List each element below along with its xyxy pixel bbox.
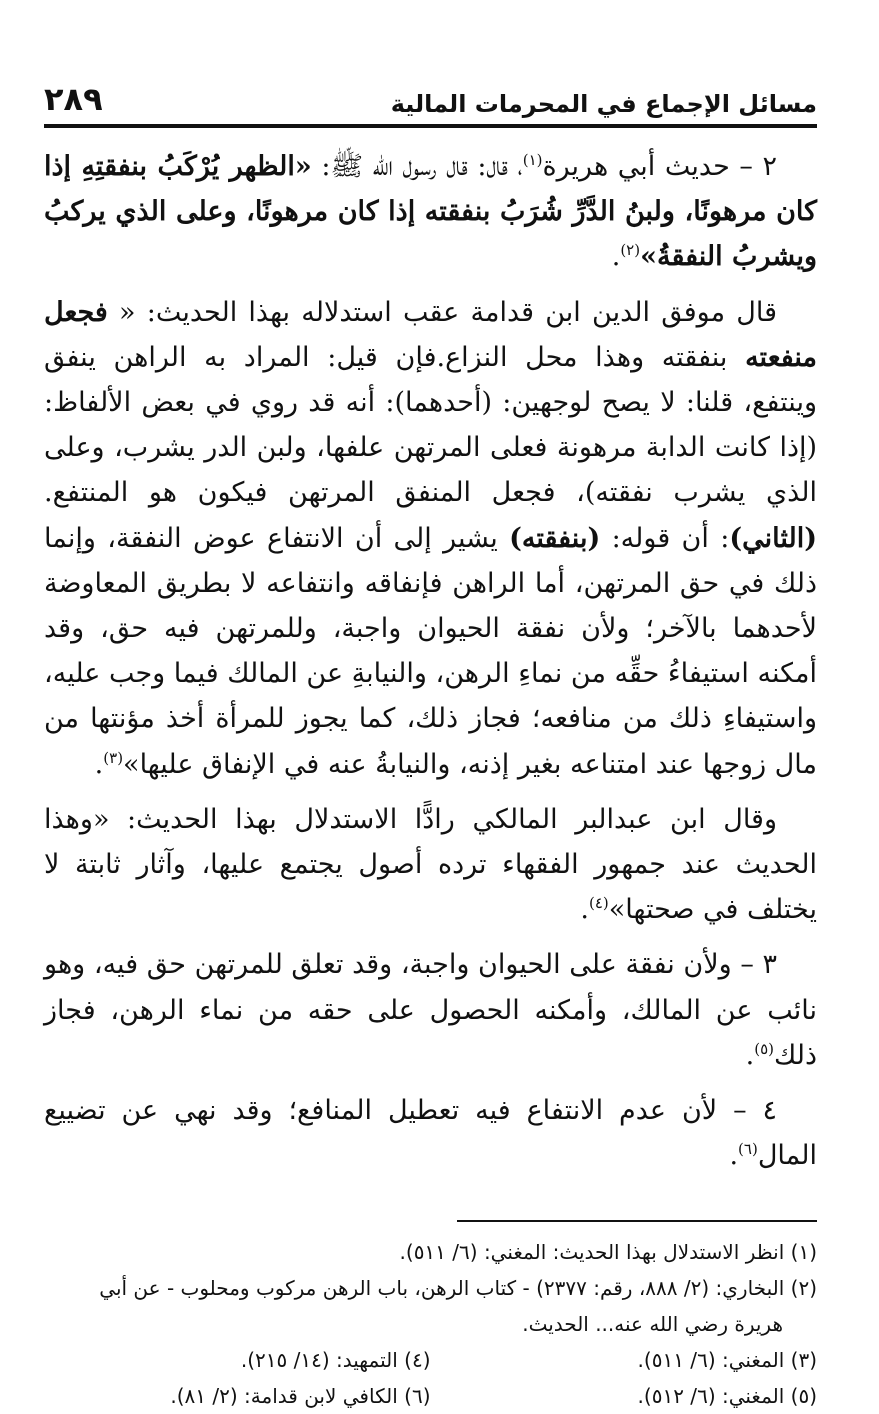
footnote-rule (457, 1220, 817, 1222)
footnote-1: (١) انظر الاستدلال بهذا الحديث: المغني: (٦/ ٥١١). (399, 1240, 817, 1265)
paragraph-point-3: ٣ – ولأن نفقة على الحيوان واجبة، وقد تعلق للمرتهن حق فيه، وهو نائب عن المالك، وأمكنه الحصول على حقه من نماء الرهن، فجاز ذلك$^{(٥)}$. (44, 949, 817, 1071)
footnotes (44, 1234, 817, 1414)
page-number: ٢٨٩ (44, 80, 103, 118)
footnote-3: (٣) المغني: (٦/ ٥١١). (637, 1348, 817, 1373)
footnote-ref-3[interactable]: (٣) (103, 748, 124, 767)
footnote-ref-2[interactable]: (٢) (620, 241, 641, 260)
footnote-row-5-6 (44, 1378, 817, 1414)
footnote-ref-4[interactable]: (٤) (588, 894, 609, 913)
footnote-6: (٦) الكافي لابن قدامة: (٢/ ٨١). (170, 1384, 431, 1409)
footnote-4: (٤) التمهيد: (١٤/ ٢١٥). (240, 1348, 431, 1373)
header-rule (44, 124, 817, 128)
footnote-5: (٥) المغني: (٦/ ٥١٢). (637, 1384, 817, 1409)
footnote-ref-1[interactable]: (١) (522, 151, 543, 169)
footnote-row-3-4 (44, 1342, 817, 1378)
page-header (44, 58, 817, 118)
footnote-ref-5[interactable]: (٥) (754, 1039, 774, 1058)
paragraph-ibn-abdulbarr: وقال ابن عبدالبر المالكي رادًّا الاستدلال بهذا الحديث: «وهذا الحديث عند جمهور الفقهاء ترده أصول يجتمع عليها، وآثار ثابتة لا يختلف في صحتها»$^{(٤)}$. (44, 803, 817, 926)
hadith-text: «الظهر يُرْكَبُ بنفقتِهِ إذا كان مرهونًا، ولبنُ الدَّرِّ شُرَبُ بنفقته إذا كان مرهونًا، وعلى الذي يركبُ ويشربُ النفقةُ» (44, 151, 817, 273)
paragraph-ibn-qudama: قال موفق الدين ابن قدامة عقب استدلاله بهذا الحديث: « فجعل منفعته بنفقته وهذا محل النزاع.فإن قيل: المراد به الراهن ينفق وينتفع، قلنا: لا يصح لوجهين: (أحدهما): أنه قد روي في بعض الألفاظ: (إذا كانت الدابة مرهونة فعلى المرتهن علفها، ولبن الدر يشرب، وعلى الذي يشرب نفقته)، فجعل المنفق المرتهن فيكون هو المنتفع. (الثاني): أن قوله: (بنفقته) يشير إلى أن الانتفاع عوض النفقة، وإنما ذلك في حق المرتهن، أما الراهن فإنفاقه وانتفاعه لا بطريق المعاوضة لأحدهما بالآخر؛ ولأن نفقة الحيوان واجبة، وللمرتهن فيه حق، وقد أمكنه استيفاءُ حقِّه من نماءِ الرهن، والنيابةِ عن المالك فيما وجب عليه، واستيفاءِ ذلك من منافعه؛ فجاز ذلك، كما يجوز للمرأة أخذ مؤنتها من مال زوجها عند امتناعه بغير إذنه، والنيابةُ عنه في الإنفاق عليها»$^{(٣)}$. (44, 296, 817, 780)
paragraph-point-4: ٤ – لأن عدم الانتفاع فيه تعطيل المنافع؛ وقد نهي عن تضييع المال$^{(٦)}$. (44, 1095, 817, 1172)
footnote-ref-6[interactable]: (٦) (738, 1140, 758, 1159)
paragraph-hadith: ٢ – حديث أبي هريرة$^{(١)}$، قال: قال رسول الله ﷺ: «الظهر يُرْكَبُ بنفقتِهِ إذا كان مرهونًا، ولبنُ الدَّرِّ شُرَبُ بنفقته إذا كان مرهونًا، وعلى الذي يركبُ ويشربُ النفقةُ»$^{(٢)}$. (44, 151, 817, 273)
footnote-2: (٢) البخاري: (٢/ ٨٨٨، رقم: ٢٣٧٧) - كتاب الرهن، باب الرهن مركوب ومحلوب - عن أبي هريرة رضي الله عنه... الحديث. (99, 1276, 817, 1337)
running-title: مسائل الإجماع في المحرمات المالية (390, 90, 817, 118)
